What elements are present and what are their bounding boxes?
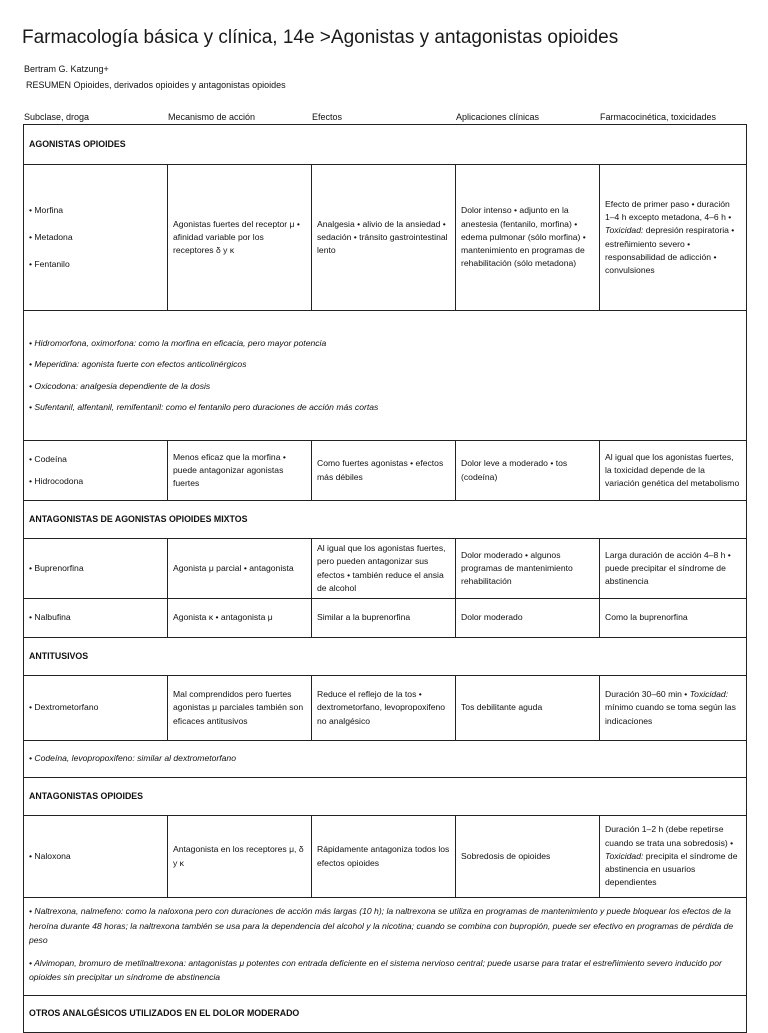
pharmacokinetics-cell: [600, 816, 747, 898]
clinical-cell: Dolor moderado • algunos programas de mantenimiento rehabilitación: [456, 539, 600, 599]
pk-text: Efecto de primer paso • duración 1–4 h excepto metadona, 4–6 h •: [605, 198, 732, 222]
notes-row: [24, 311, 747, 441]
mechanism-cell: Menos eficaz que la morfina • puede antagonizar agonistas fuertes: [168, 441, 312, 501]
section-row: [24, 996, 747, 1033]
clinical-cell: Dolor intenso • adjunto en la anestesia (fentanilo, morfina) • edema pulmonar (sólo morfina) • mantenimiento en programas de rehabilitación (sólo metadona): [456, 165, 600, 311]
note-item: • Codeína, levopropoxifeno: similar al dextrometorfano: [29, 753, 236, 764]
table-caption: RESUMEN Opioides, derivados opioides y antagonistas opioides: [26, 80, 286, 90]
section-row: [24, 501, 747, 539]
drug-name: • Morfina: [29, 204, 64, 215]
section-heading-mixed: ANTAGONISTAS DE AGONISTAS OPIOIDES MIXTOS: [24, 501, 747, 539]
page-title: Farmacología básica y clínica, 14e >Agonistas y antagonistas opioides: [22, 27, 619, 48]
section-heading-antagonists: ANTAGONISTAS OPIOIDES: [24, 778, 747, 816]
pk-text: precipita el síndrome de abstinencia en usuarios dependientes: [605, 850, 738, 888]
table-row: [24, 599, 747, 638]
pk-text: mínimo cuando se toma según las indicaciones: [605, 702, 736, 726]
column-header-subclass: Subclase, droga: [24, 112, 90, 122]
pharmacokinetics-cell: Larga duración de acción 4–8 h • puede precipitar el síndrome de abstinencia: [600, 539, 747, 599]
clinical-cell: Dolor leve a moderado • tos (codeína): [456, 441, 600, 501]
effects-cell: Rápidamente antagoniza todos los efectos opioides: [312, 816, 456, 898]
section-heading-antitussives: ANTITUSIVOS: [24, 638, 747, 676]
pk-text: Duración 30–60 min •: [605, 689, 690, 700]
notes-cell: [24, 898, 747, 996]
table-row: [24, 816, 747, 898]
effects-cell: Reduce el reflejo de la tos • dextrometorfano, levopropoxifeno no analgésico: [312, 676, 456, 741]
drug-name: • Hidrocodona: [29, 476, 84, 486]
mechanism-cell: Agonistas fuertes del receptor μ • afinidad variable por los receptores δ y κ: [168, 165, 312, 311]
clinical-cell: Dolor moderado: [456, 599, 600, 638]
table-row: [24, 441, 747, 501]
section-heading-agonists: AGONISTAS OPIOIDES: [24, 125, 747, 165]
pharmacokinetics-cell: Al igual que los agonistas fuertes, la toxicidad depende de la variación genética del metabolismo: [600, 441, 747, 501]
mechanism-cell: Antagonista en los receptores μ, δ y κ: [168, 816, 312, 898]
column-header-mechanism: Mecanismo de acción: [168, 112, 256, 122]
toxicity-label: Toxicidad:: [689, 689, 729, 700]
drug-name: • Naloxona: [24, 816, 168, 898]
toxicity-label: Toxicidad:: [605, 225, 644, 236]
notes-cell: [24, 741, 747, 778]
drug-name: • Metadona: [29, 231, 73, 242]
effects-cell: Como fuertes agonistas • efectos más débiles: [312, 441, 456, 501]
section-row: [24, 125, 747, 165]
column-header-pharmacokinetics: Farmacocinética, toxicidades: [600, 112, 717, 122]
note-item: • Oxicodona: analgesia dependiente de la dosis: [29, 380, 211, 391]
clinical-cell: Tos debilitante aguda: [456, 676, 600, 741]
effects-cell: Analgesia • alivio de la ansiedad • sedación • tránsito gastrointestinal lento: [312, 165, 456, 311]
column-header-effects: Efectos: [312, 112, 343, 122]
column-header-clinical: Aplicaciones clínicas: [456, 112, 540, 122]
effects-cell: Similar a la buprenorfina: [312, 599, 456, 638]
note-item: • Meperidina: agonista fuerte con efectos anticolinérgicos: [29, 359, 247, 370]
section-heading-other-analgesics: OTROS ANALGÉSICOS UTILIZADOS EN EL DOLOR MODERADO: [24, 996, 747, 1033]
pk-text: depresión respiratoria • estreñimiento severo • responsabilidad de adicción • convulsiones: [605, 225, 735, 276]
drug-name: • Buprenorfina: [24, 539, 168, 599]
drug-name: • Dextrometorfano: [24, 676, 168, 741]
author-line: Bertram G. Katzung+: [24, 64, 109, 74]
table-row: [24, 676, 747, 741]
note-item: • Hidromorfona, oximorfona: como la morfina en eficacia, pero mayor potencia: [29, 337, 327, 348]
summary-table: [23, 124, 747, 1033]
mechanism-cell: Agonista κ • antagonista μ: [168, 599, 312, 638]
mechanism-cell: Agonista μ parcial • antagonista: [168, 539, 312, 599]
note-item: • Alvimopan, bromuro de metilnaltrexona: antagonistas μ potentes con entrada deficiente en el sistema nervioso central; puede usarse para tratar el estreñimiento severo inducido por opioides sin precipitar un síndrome de abstinencia: [29, 957, 722, 983]
notes-row: [24, 898, 747, 996]
pharmacokinetics-cell: Como la buprenorfina: [600, 599, 747, 638]
toxicity-label: Toxicidad:: [605, 850, 644, 861]
note-item: • Naltrexona, nalmefeno: como la naloxona pero con duraciones de acción más largas (10 h); la naltrexona se utiliza en programas de mantenimiento y puede bloquear los efectos de la heroína durante 48 horas; la naltrexona también se usa para la dependencia del alcohol y la nicotina; cuando se combina con bupropión, puede ser efectivo en programas de pérdida de peso: [29, 906, 734, 946]
drug-name: • Codeína: [29, 453, 67, 464]
section-row: [24, 778, 747, 816]
drug-list-cell: [24, 441, 168, 501]
mechanism-cell: Mal comprendidos pero fuertes agonistas μ parciales también son eficaces antitusivos: [168, 676, 312, 741]
pharmacokinetics-cell: [600, 676, 747, 741]
notes-row: [24, 741, 747, 778]
clinical-cell: Sobredosis de opioides: [456, 816, 600, 898]
drug-list-cell: [24, 165, 168, 311]
section-row: [24, 638, 747, 676]
drug-name: • Fentanilo: [29, 259, 70, 270]
pharmacokinetics-cell: [600, 165, 747, 311]
drug-name: • Nalbufina: [24, 599, 168, 638]
table-row: [24, 165, 747, 311]
notes-cell: [24, 311, 747, 441]
pk-text: Duración 1–2 h (debe repetirse cuando se trata una sobredosis) •: [605, 824, 734, 848]
note-item: • Sufentanil, alfentanil, remifentanil: como el fentanilo pero duraciones de acción más cortas: [29, 401, 379, 412]
table-row: [24, 539, 747, 599]
column-headers: [24, 112, 746, 122]
effects-cell: Al igual que los agonistas fuertes, pero pueden antagonizar sus efectos • también reduce el ansia de alcohol: [312, 539, 456, 599]
